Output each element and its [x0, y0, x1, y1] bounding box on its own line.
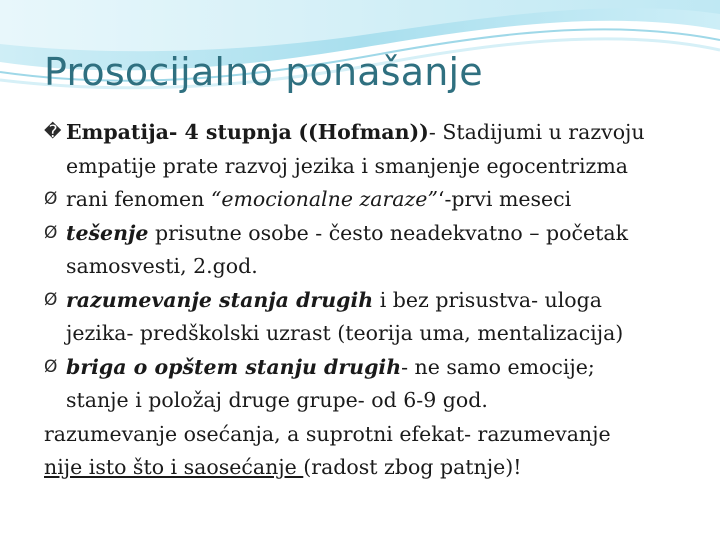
empatija-desc: - Stadijumi u razvoju — [428, 120, 645, 144]
zaraza-suffix: ‘-prvi meseci — [437, 187, 572, 211]
tesenje-desc-cont: samosvesti, 2.god. — [66, 254, 258, 278]
slide-title: Prosocijalno ponašanje — [44, 50, 483, 94]
footer-line-2 — [44, 451, 714, 485]
footer-underlined: nije isto što i saosećanje — [44, 455, 304, 479]
briga-desc-cont: stanje i položaj druge grupe- od 6-9 god. — [66, 388, 488, 412]
razumevanje-desc-cont: jezika- predškolski uzrast (teorija uma, mentalizacija) — [66, 321, 624, 345]
hofman-ref: ((Hofman)) — [298, 120, 429, 144]
empatija-desc-cont: empatije prate razvoj jezika i smanjenje egocentrizma — [66, 153, 628, 178]
list-item-tesenje — [44, 217, 714, 284]
arrow-bullet-icon: Ø — [44, 189, 58, 209]
arrow-bullet-icon: Ø — [44, 289, 58, 310]
list-item-briga — [44, 351, 714, 418]
arrow-bullet-icon: Ø — [44, 356, 58, 377]
tesenje-term: tešenje — [66, 220, 149, 245]
square-bullet-icon: � — [44, 122, 62, 142]
razumevanje-desc: i bez prisustva- uloga — [373, 287, 602, 312]
briga-term: briga o opštem stanju drugih — [66, 354, 402, 379]
arrow-bullet-icon: Ø — [44, 222, 58, 243]
briga-desc: - ne samo emocije; — [401, 354, 595, 379]
slide-body — [44, 116, 714, 485]
list-item-emocionalna-zaraza — [44, 183, 714, 217]
list-item-empatija — [44, 116, 714, 183]
zaraza-prefix: rani fenomen — [66, 187, 211, 211]
footer-line-1: razumevanje osećanja, a suprotni efekat- razumevanje — [44, 421, 611, 446]
zaraza-term: “emocionalne zaraze” — [210, 187, 438, 211]
list-item-razumevanje — [44, 284, 714, 351]
razumevanje-term: razumevanje stanja drugih — [66, 287, 374, 312]
tesenje-desc: prisutne osobe - često neadekvatno – početak — [148, 220, 628, 245]
empatija-term: Empatija- 4 stupnja — [66, 120, 292, 144]
footer-tail: (radost zbog patnje)! — [303, 455, 522, 479]
